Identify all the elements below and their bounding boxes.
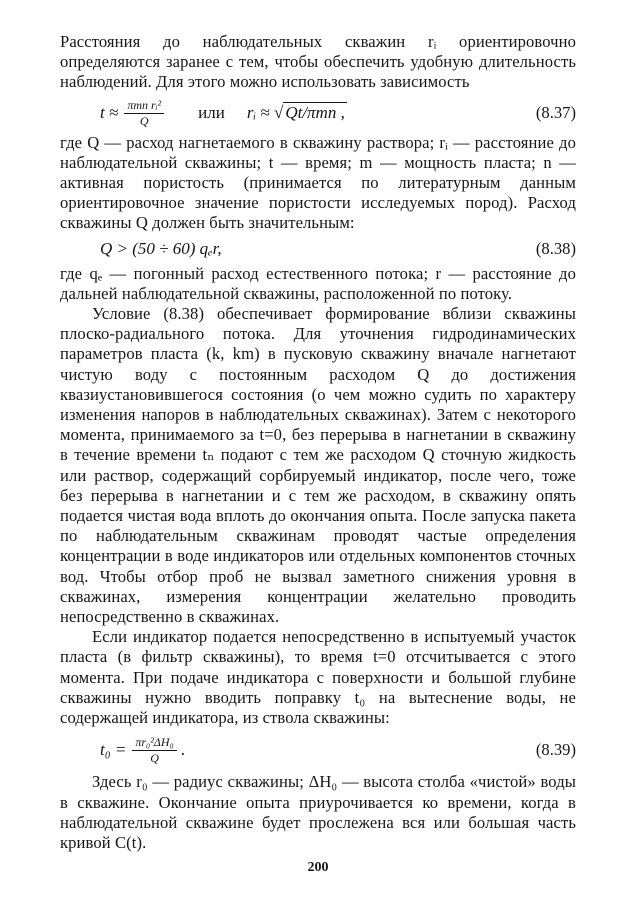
equation-8-39 <box>60 728 576 772</box>
paragraph-4: Условие (8.38) обеспечивает формирование вблизи скважины плоско-радиального потока. Для уточнения гидродинамических параметров пласта (k, km) в пусковую скважину вначале нагнетают чистую воду с постоянным расходом Q до достижения квазиустановившегося состояния (о чем можно судить по характеру изменения напоров в наблюдательных скважинах). Затем с некоторого момента, принимаемого за t=0, без перерыва в нагнетании в скважину в течение времени tₙ подают с тем же расходом Q сточную жидкость или раствор, содержащий сорбируемый индикатор, после чего, тоже без перерыва в нагнетании и с тем же расходом, в скважину опять подается чистая вода вплоть до окончания опыта. После запуска пакета по наблюдательным скважинам проводят частые определения концентрации в воде индикаторов или отдельных компонентов сточных вод. Чтобы отбор проб не вызвал заметного снижения уровня в скважинах, измерения концентрации желательно проводить непосредственно в скважинах. <box>60 304 576 627</box>
equation-8-38 <box>60 234 576 264</box>
eq-8-39-tail: . <box>180 740 185 760</box>
eq-8-37-numerator: πmn rᵢ² <box>124 97 164 114</box>
equation-8-37 <box>60 93 576 133</box>
paragraph-1: Расстояния до наблюдательных скважин rᵢ ориентировочно определяются заранее с тем, чтобы обеспечить удобную длительность наблюдений. Для этого можно использовать зависимость <box>60 32 576 92</box>
paragraph-5: Если индикатор подается непосредственно в испытуемый участок пласта (в фильтр скважины), то время t=0 отсчитывается с этого момента. При подаче индикатора с поверхности и большой глубине скважины нужно вводить поправку t₀ на вытеснение воды, не содержащей индикатора, из ствола скважины: <box>60 627 576 728</box>
eq-8-37-or: или <box>198 102 225 122</box>
eq-8-38-number: (8.38) <box>535 238 576 258</box>
eq-8-37-number: (8.37) <box>535 102 576 122</box>
paragraph-3: где qₑ — погонный расход естественного потока; r — расстояние до дальней наблюдательной скважины, расположенной по потоку. <box>60 263 576 303</box>
eq-8-37-rhs: rᵢ ≈ √ <box>246 102 284 122</box>
page-number: 200 <box>307 860 329 875</box>
eq-8-37-fraction <box>124 97 164 129</box>
eq-8-39-number: (8.39) <box>535 740 576 760</box>
eq-8-39-denominator: Q <box>150 751 159 766</box>
paragraph-2: где Q — расход нагнетаемого в скважину раствора; rᵢ — расстояние до наблюдательной скважины; t — время; m — мощность пласта; n — активная пористость (принимается по литературным данным ориентировочное значение пористости исследуемых пород). Расход скважины Q должен быть значительным: <box>60 132 576 233</box>
eq-8-39-numerator: πr₀²ΔH₀ <box>132 734 176 751</box>
eq-8-37-radicand: Qt/πmn , <box>285 103 345 123</box>
eq-8-37-denominator: Q <box>139 113 149 128</box>
eq-8-39-fraction <box>132 734 176 766</box>
eq-8-39-lhs: t₀ = <box>100 740 127 760</box>
eq-8-38-expression: Q > (50 ÷ 60) qₑr, <box>100 238 222 258</box>
eq-8-37-lhs: t ≈ <box>100 102 119 122</box>
paragraph-6: Здесь r₀ — радиус скважины; ΔH₀ — высота столба «чистой» воды в скважине. Окончание опыта приурочивается ко времени, когда в наблюдательной скважине будет прослежена вся или большая часть кривой C(t). <box>60 772 576 852</box>
